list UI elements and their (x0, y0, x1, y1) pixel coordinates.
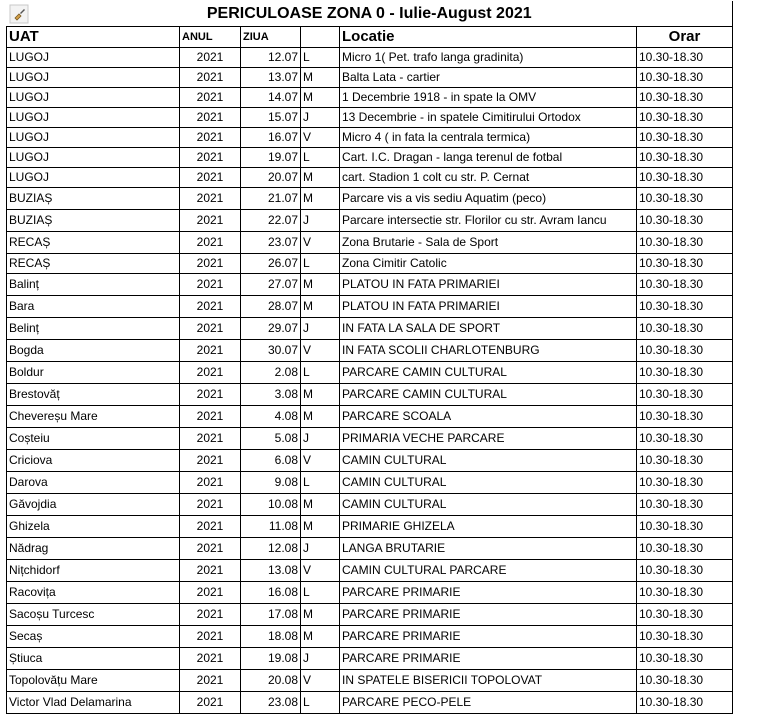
table-row (7, 210, 733, 232)
cell-ziua: 10.08 (241, 494, 301, 516)
table-row (7, 128, 733, 148)
cell-anul: 2021 (180, 148, 241, 168)
cell-weekday: M (301, 274, 340, 296)
cell-anul: 2021 (180, 254, 241, 274)
cell-uat: LUGOJ (7, 68, 180, 88)
cell-weekday: L (301, 254, 340, 274)
cell-weekday: V (301, 340, 340, 362)
cell-ziua: 30.07 (241, 340, 301, 362)
cell-weekday: V (301, 560, 340, 582)
cell-locatie: CAMIN CULTURAL (340, 450, 637, 472)
cell-weekday: L (301, 148, 340, 168)
cell-orar: 10.30-18.30 (637, 340, 733, 362)
table-row (7, 560, 733, 582)
table-row (7, 188, 733, 210)
cell-weekday: M (301, 88, 340, 108)
cell-weekday: M (301, 68, 340, 88)
cell-ziua: 13.08 (241, 560, 301, 582)
cell-ziua: 12.08 (241, 538, 301, 560)
cell-orar: 10.30-18.30 (637, 188, 733, 210)
cell-locatie: PARCARE PECO-PELE (340, 692, 637, 714)
cell-anul: 2021 (180, 340, 241, 362)
cell-ziua: 11.08 (241, 516, 301, 538)
cell-ziua: 5.08 (241, 428, 301, 450)
cell-locatie: PRIMARIA VECHE PARCARE (340, 428, 637, 450)
cell-uat: LUGOJ (7, 148, 180, 168)
cell-locatie: IN FATA SCOLII CHARLOTENBURG (340, 340, 637, 362)
cell-anul: 2021 (180, 188, 241, 210)
cell-anul: 2021 (180, 362, 241, 384)
cell-ziua: 27.07 (241, 274, 301, 296)
cell-weekday: V (301, 128, 340, 148)
cell-orar: 10.30-18.30 (637, 362, 733, 384)
table-row (7, 604, 733, 626)
cell-locatie: Zona Cimitir Catolic (340, 254, 637, 274)
cell-anul: 2021 (180, 692, 241, 714)
cell-anul: 2021 (180, 538, 241, 560)
cell-weekday: L (301, 472, 340, 494)
cell-orar: 10.30-18.30 (637, 670, 733, 692)
cell-orar: 10.30-18.30 (637, 626, 733, 648)
cell-uat: Nițchidorf (7, 560, 180, 582)
table-row (7, 626, 733, 648)
cell-orar: 10.30-18.30 (637, 128, 733, 148)
header-uat: UAT (7, 27, 180, 48)
cell-weekday: M (301, 406, 340, 428)
cell-weekday: L (301, 692, 340, 714)
cell-weekday: M (301, 604, 340, 626)
cell-uat: Balinț (7, 274, 180, 296)
header-locatie: Locatie (340, 27, 637, 48)
sheet-title (7, 1, 733, 27)
cell-orar: 10.30-18.30 (637, 692, 733, 714)
cell-locatie: PARCARE CAMIN CULTURAL (340, 362, 637, 384)
cell-ziua: 2.08 (241, 362, 301, 384)
cell-locatie: CAMIN CULTURAL (340, 494, 637, 516)
table-row (7, 692, 733, 714)
cell-ziua: 20.08 (241, 670, 301, 692)
cell-uat: LUGOJ (7, 88, 180, 108)
cell-weekday: M (301, 494, 340, 516)
table-row (7, 48, 733, 68)
cell-locatie: Parcare intersectie str. Florilor cu str. Avram Iancu (340, 210, 637, 232)
cell-anul: 2021 (180, 582, 241, 604)
cell-ziua: 19.08 (241, 648, 301, 670)
cell-ziua: 26.07 (241, 254, 301, 274)
cell-orar: 10.30-18.30 (637, 48, 733, 68)
cell-anul: 2021 (180, 318, 241, 340)
cell-orar: 10.30-18.30 (637, 538, 733, 560)
cell-locatie: PARCARE SCOALA (340, 406, 637, 428)
cell-weekday: J (301, 318, 340, 340)
cell-ziua: 29.07 (241, 318, 301, 340)
cell-weekday: L (301, 48, 340, 68)
cell-weekday: M (301, 626, 340, 648)
cell-anul: 2021 (180, 128, 241, 148)
cell-weekday: J (301, 538, 340, 560)
cell-orar: 10.30-18.30 (637, 296, 733, 318)
header-row (7, 27, 733, 48)
title-text: PERICULOASE ZONA 0 - Iulie-August 2021 (206, 5, 532, 22)
cell-ziua: 23.08 (241, 692, 301, 714)
cell-locatie: PARCARE CAMIN CULTURAL (340, 384, 637, 406)
cell-weekday: J (301, 428, 340, 450)
cell-uat: Brestovăț (7, 384, 180, 406)
schedule-table (6, 1, 733, 714)
cell-ziua: 16.08 (241, 582, 301, 604)
cell-anul: 2021 (180, 108, 241, 128)
table-row (7, 362, 733, 384)
cell-locatie: Cart. I.C. Dragan - langa terenul de fotbal (340, 148, 637, 168)
cell-locatie: Micro 1( Pet. trafo langa gradinita) (340, 48, 637, 68)
cell-anul: 2021 (180, 296, 241, 318)
cell-orar: 10.30-18.30 (637, 148, 733, 168)
cell-ziua: 12.07 (241, 48, 301, 68)
table-row (7, 68, 733, 88)
table-row (7, 232, 733, 254)
cell-anul: 2021 (180, 232, 241, 254)
cell-locatie: LANGA BRUTARIE (340, 538, 637, 560)
cell-uat: LUGOJ (7, 108, 180, 128)
cell-locatie: PLATOU IN FATA PRIMARIEI (340, 274, 637, 296)
cell-orar: 10.30-18.30 (637, 254, 733, 274)
table-row (7, 340, 733, 362)
cell-uat: Nădrag (7, 538, 180, 560)
cell-uat: Boldur (7, 362, 180, 384)
cell-uat: Belinț (7, 318, 180, 340)
cell-orar: 10.30-18.30 (637, 232, 733, 254)
cell-uat: Știuca (7, 648, 180, 670)
cell-uat: Darova (7, 472, 180, 494)
cell-locatie: Balta Lata - cartier (340, 68, 637, 88)
cell-locatie: 1 Decembrie 1918 - in spate la OMV (340, 88, 637, 108)
cell-anul: 2021 (180, 384, 241, 406)
cell-ziua: 21.07 (241, 188, 301, 210)
cell-ziua: 3.08 (241, 384, 301, 406)
table-row (7, 494, 733, 516)
table-row (7, 88, 733, 108)
cell-ziua: 14.07 (241, 88, 301, 108)
cell-locatie: Micro 4 ( in fata la centrala termica) (340, 128, 637, 148)
cell-ziua: 28.07 (241, 296, 301, 318)
cell-orar: 10.30-18.30 (637, 384, 733, 406)
cell-orar: 10.30-18.30 (637, 210, 733, 232)
cell-locatie: CAMIN CULTURAL PARCARE (340, 560, 637, 582)
cell-weekday: J (301, 648, 340, 670)
cell-anul: 2021 (180, 68, 241, 88)
cell-ziua: 19.07 (241, 148, 301, 168)
cell-uat: LUGOJ (7, 128, 180, 148)
cell-anul: 2021 (180, 428, 241, 450)
cell-anul: 2021 (180, 472, 241, 494)
cell-locatie: 13 Decembrie - in spatele Cimitirului Ortodox (340, 108, 637, 128)
cell-uat: Găvojdia (7, 494, 180, 516)
table-row (7, 168, 733, 188)
cell-locatie: PRIMARIE GHIZELA (340, 516, 637, 538)
cell-orar: 10.30-18.30 (637, 648, 733, 670)
cell-anul: 2021 (180, 210, 241, 232)
table-row (7, 406, 733, 428)
cell-locatie: PARCARE PRIMARIE (340, 626, 637, 648)
header-zi (301, 27, 340, 48)
cell-uat: Sacoșu Turcesc (7, 604, 180, 626)
cell-anul: 2021 (180, 406, 241, 428)
cell-uat: LUGOJ (7, 48, 180, 68)
cell-weekday: M (301, 188, 340, 210)
cell-ziua: 13.07 (241, 68, 301, 88)
cell-orar: 10.30-18.30 (637, 88, 733, 108)
cell-locatie: PLATOU IN FATA PRIMARIEI (340, 296, 637, 318)
cell-weekday: M (301, 516, 340, 538)
cell-orar: 10.30-18.30 (637, 516, 733, 538)
cell-locatie: PARCARE PRIMARIE (340, 604, 637, 626)
schedule-sheet (6, 1, 733, 714)
cell-ziua: 18.08 (241, 626, 301, 648)
header-anul: ANUL (180, 27, 241, 48)
cell-weekday: M (301, 296, 340, 318)
cell-ziua: 22.07 (241, 210, 301, 232)
cell-orar: 10.30-18.30 (637, 494, 733, 516)
cell-locatie: Parcare vis a vis sediu Aquatim (peco) (340, 188, 637, 210)
cell-uat: Topolovățu Mare (7, 670, 180, 692)
cell-orar: 10.30-18.30 (637, 318, 733, 340)
cell-weekday: V (301, 670, 340, 692)
cell-orar: 10.30-18.30 (637, 168, 733, 188)
cell-uat: Coșteiu (7, 428, 180, 450)
cell-orar: 10.30-18.30 (637, 582, 733, 604)
cell-weekday: V (301, 232, 340, 254)
cell-locatie: cart. Stadion 1 colt cu str. P. Cernat (340, 168, 637, 188)
cell-uat: Ghizela (7, 516, 180, 538)
cell-weekday: J (301, 108, 340, 128)
cell-locatie: PARCARE PRIMARIE (340, 582, 637, 604)
table-row (7, 274, 733, 296)
cell-orar: 10.30-18.30 (637, 604, 733, 626)
cell-anul: 2021 (180, 168, 241, 188)
table-row (7, 648, 733, 670)
cell-uat: Bogda (7, 340, 180, 362)
cell-uat: Racovița (7, 582, 180, 604)
cell-ziua: 6.08 (241, 450, 301, 472)
cell-locatie: PARCARE PRIMARIE (340, 648, 637, 670)
cell-orar: 10.30-18.30 (637, 108, 733, 128)
cell-orar: 10.30-18.30 (637, 428, 733, 450)
header-orar: Orar (637, 27, 733, 48)
table-row (7, 472, 733, 494)
cell-anul: 2021 (180, 88, 241, 108)
cell-ziua: 23.07 (241, 232, 301, 254)
cell-orar: 10.30-18.30 (637, 68, 733, 88)
cell-anul: 2021 (180, 670, 241, 692)
table-row (7, 318, 733, 340)
cell-ziua: 20.07 (241, 168, 301, 188)
cell-orar: 10.30-18.30 (637, 274, 733, 296)
cell-weekday: L (301, 582, 340, 604)
cell-locatie: Zona Brutarie - Sala de Sport (340, 232, 637, 254)
cell-anul: 2021 (180, 450, 241, 472)
table-row (7, 538, 733, 560)
cell-anul: 2021 (180, 48, 241, 68)
paste-brush-icon[interactable] (9, 4, 29, 24)
cell-weekday: M (301, 168, 340, 188)
cell-ziua: 16.07 (241, 128, 301, 148)
table-row (7, 450, 733, 472)
cell-ziua: 17.08 (241, 604, 301, 626)
cell-orar: 10.30-18.30 (637, 406, 733, 428)
cell-orar: 10.30-18.30 (637, 450, 733, 472)
table-row (7, 428, 733, 450)
cell-orar: 10.30-18.30 (637, 472, 733, 494)
cell-uat: Secaș (7, 626, 180, 648)
cell-locatie: CAMIN CULTURAL (340, 472, 637, 494)
cell-anul: 2021 (180, 648, 241, 670)
cell-uat: Victor Vlad Delamarina (7, 692, 180, 714)
cell-orar: 10.30-18.30 (637, 560, 733, 582)
table-row (7, 108, 733, 128)
cell-anul: 2021 (180, 516, 241, 538)
cell-ziua: 9.08 (241, 472, 301, 494)
table-row (7, 148, 733, 168)
cell-weekday: M (301, 384, 340, 406)
cell-weekday: V (301, 450, 340, 472)
cell-uat: Chevereșu Mare (7, 406, 180, 428)
cell-uat: RECAȘ (7, 254, 180, 274)
cell-uat: BUZIAȘ (7, 188, 180, 210)
cell-anul: 2021 (180, 494, 241, 516)
cell-weekday: J (301, 210, 340, 232)
cell-ziua: 15.07 (241, 108, 301, 128)
cell-uat: RECAȘ (7, 232, 180, 254)
table-row (7, 254, 733, 274)
header-ziua: ZIUA (241, 27, 301, 48)
table-row (7, 582, 733, 604)
table-row (7, 516, 733, 538)
cell-locatie: IN SPATELE BISERICII TOPOLOVAT (340, 670, 637, 692)
cell-anul: 2021 (180, 560, 241, 582)
cell-weekday: L (301, 362, 340, 384)
cell-locatie: IN FATA LA SALA DE SPORT (340, 318, 637, 340)
cell-anul: 2021 (180, 604, 241, 626)
cell-uat: LUGOJ (7, 168, 180, 188)
table-row (7, 296, 733, 318)
table-row (7, 384, 733, 406)
cell-anul: 2021 (180, 274, 241, 296)
cell-ziua: 4.08 (241, 406, 301, 428)
cell-uat: Bara (7, 296, 180, 318)
cell-uat: Criciova (7, 450, 180, 472)
cell-anul: 2021 (180, 626, 241, 648)
cell-uat: BUZIAȘ (7, 210, 180, 232)
